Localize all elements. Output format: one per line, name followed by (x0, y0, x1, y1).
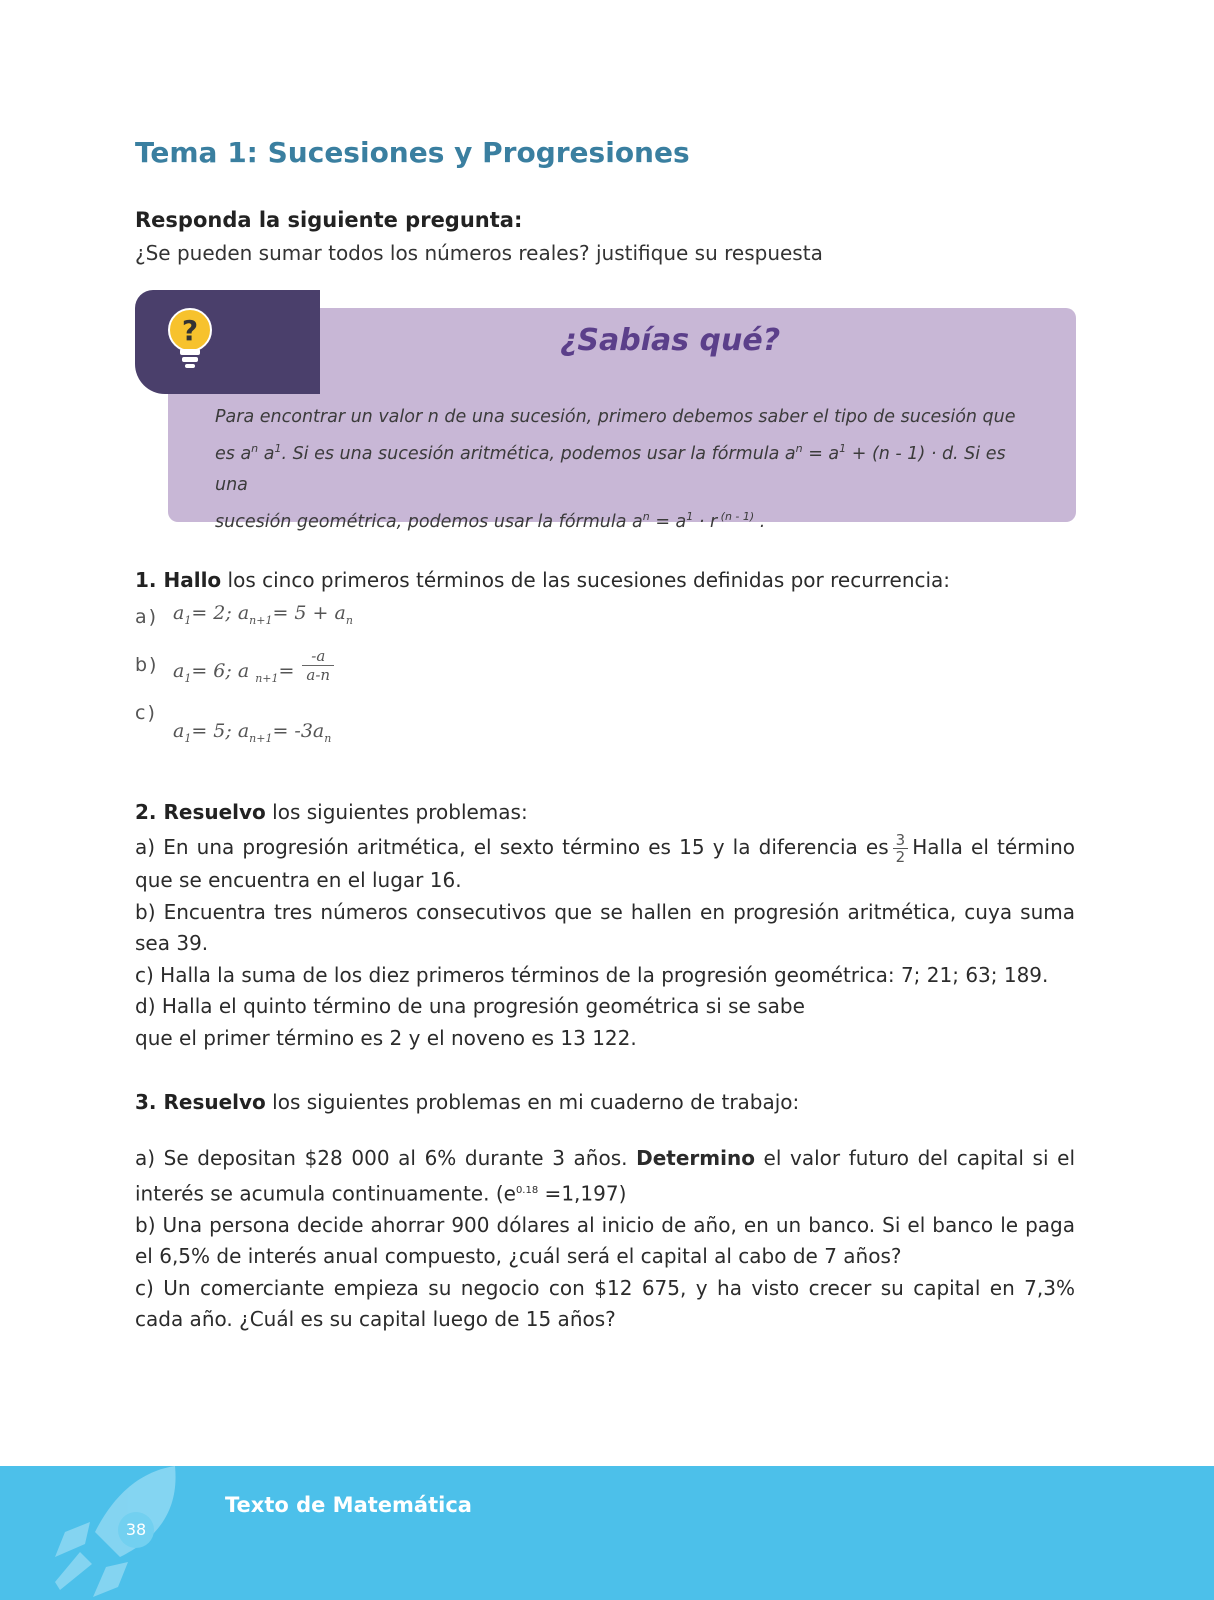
info-box-title: ¿Sabías qué? (560, 323, 781, 358)
info-box-tab (135, 290, 320, 394)
problem-2a: a) En una progresión aritmética, el sexto término es 15 y la diferencia es $\frac{3}{2}$ Halla el término que se encuentra en el lugar 16. (135, 831, 1075, 892)
section-1-item-c-formula: $a_1= 5$; $a_{n+1}= -3a_n$ (173, 720, 332, 745)
section-3-problems (135, 1143, 1075, 1336)
rocket-icon (40, 1462, 190, 1600)
section-2-problems (135, 832, 1075, 1054)
section-1-item-b-label: b) (135, 654, 159, 676)
section-1-heading: 1. Hallo los cinco primeros términos de las sucesiones definidas por recurrencia: (135, 568, 951, 592)
problem-3b: b) Una persona decide ahorrar 900 dólares al inicio de año, en un banco. Si el banco le paga el 6,5% de interés anual compuesto, ¿cuál será el capital al cabo de 7 años? (135, 1212, 1075, 1269)
lightbulb-icon (165, 307, 215, 371)
section-1-item-a-formula: $a_1= 2$; $a_{n+1}= 5 + a_n$ (173, 602, 353, 627)
section-1-item-b-formula: $a_1= 6$; a $_{n+1}$= $\frac{-a}{a-n}$ (173, 660, 334, 685)
question-heading: Responda la siguiente pregunta: (135, 208, 523, 232)
section-1-item-a-label: a) (135, 606, 159, 628)
problem-2d-line2: que el primer término es 2 y el noveno es 13 122. (135, 1025, 637, 1050)
problem-2c: c) Halla la suma de los diez primeros términos de la progresión geométrica: 7; 21; 63; 189. (135, 962, 1049, 987)
page-title: Tema 1: Sucesiones y Progresiones (135, 136, 690, 169)
section-3-heading: 3. Resuelvo los siguientes problemas en mi cuaderno de trabajo: (135, 1090, 800, 1114)
problem-2b: b) Encuentra tres números consecutivos que se hallen en progresión aritmética, cuya suma sea 39. (135, 899, 1075, 955)
info-box-text: Para encontrar un valor n de una sucesión, primero debemos saber el tipo de sucesión que es $a^n$ $a^1$. Si es una sucesión aritmética, podemos usar la fórmula $a^n = a^1 + (n - 1) \cdot d$. Si es una sucesión geométrica, podemos usar la fórmula $a^n = a^1 \cdot r$ $^{(n - 1)}$ . (215, 407, 1016, 532)
problem-3a: a) Se depositan $28 000 al 6% durante 3 años. Determino el valor futuro del capital si el interés se acumula continuamente. $(e^{0.18} =1,197)$ (135, 1146, 1076, 1206)
fraction-three-halves: $\frac{3}{2}$ (893, 832, 909, 865)
footer-title: Texto de Matemática (225, 1493, 472, 1517)
question-text: ¿Se pueden sumar todos los números reales? justifique su respuesta (135, 241, 823, 265)
page-number: 38 (118, 1512, 154, 1548)
problem-2d-line1: d) Halla el quinto término de una progresión geométrica si se sabe (135, 994, 805, 1018)
section-1-item-c-label: c) (135, 702, 157, 724)
section-2-heading: 2. Resuelvo los siguientes problemas: (135, 800, 528, 824)
problem-3c: c) Un comerciante empieza su negocio con $12 675, y ha visto crecer su capital en 7,3% cada año. ¿Cuál es su capital luego de 15 años? (135, 1275, 1075, 1332)
svg-text:?: ? (181, 314, 199, 347)
